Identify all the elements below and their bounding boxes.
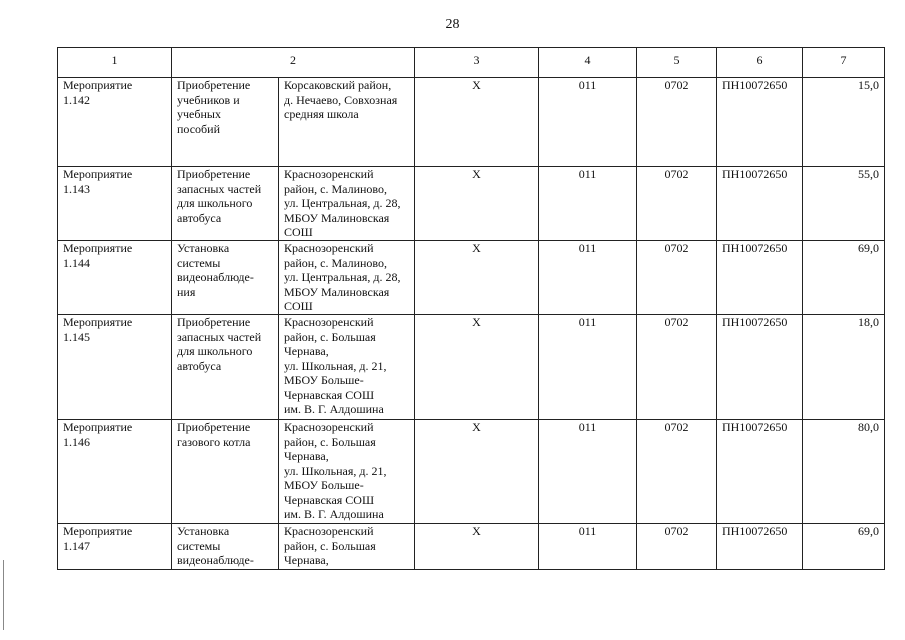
header-row [58,48,885,78]
target-code-cell: ПН10072650 [717,78,803,167]
amount-cell: 69,0 [803,524,885,570]
header-cell-2: 2 [172,48,415,78]
amount-cell: 80,0 [803,420,885,524]
code1-cell: 011 [539,420,637,524]
mark-cell: Х [415,167,539,241]
header-cell-7: 7 [803,48,885,78]
event-number-cell: Мероприятие 1.147 [58,524,172,570]
code1-cell: 011 [539,524,637,570]
location-cell: Краснозоренский район, с. Большая Чернава, ул. Школьная, д. 21, МБОУ Больше- Чернавская СОШ им. В. Г. Алдошина [279,315,415,420]
code2-cell: 0702 [637,524,717,570]
code2-cell: 0702 [637,420,717,524]
description-cell: Приобретение газового котла [172,420,279,524]
target-code-cell: ПН10072650 [717,315,803,420]
location-cell: Краснозоренский район, с. Малиново, ул. Центральная, д. 28, МБОУ Малиновская СОШ [279,167,415,241]
table-row [58,78,885,167]
location-cell: Корсаковский район, д. Нечаево, Совхозная средняя школа [279,78,415,167]
code2-cell: 0702 [637,315,717,420]
event-number-cell: Мероприятие 1.144 [58,241,172,315]
description-cell: Установка системы видеонаблюде- [172,524,279,570]
amount-cell: 15,0 [803,78,885,167]
target-code-cell: ПН10072650 [717,167,803,241]
header-cell-6: 6 [717,48,803,78]
target-code-cell: ПН10072650 [717,420,803,524]
mark-cell: Х [415,78,539,167]
code2-cell: 0702 [637,167,717,241]
location-cell: Краснозоренский район, с. Большая Чернава, ул. Школьная, д. 21, МБОУ Больше- Чернавская СОШ им. В. Г. Алдошина [279,420,415,524]
mark-cell: Х [415,524,539,570]
target-code-cell: ПН10072650 [717,241,803,315]
target-code-cell: ПН10072650 [717,524,803,570]
code2-cell: 0702 [637,78,717,167]
description-cell: Приобретение запасных частей для школьного автобуса [172,315,279,420]
program-events-table [57,47,885,570]
header-cell-3: 3 [415,48,539,78]
event-number-cell: Мероприятие 1.142 [58,78,172,167]
mark-cell: Х [415,420,539,524]
location-cell: Краснозоренский район, с. Малиново, ул. Центральная, д. 28, МБОУ Малиновская СОШ [279,241,415,315]
event-number-cell: Мероприятие 1.145 [58,315,172,420]
amount-cell: 69,0 [803,241,885,315]
code1-cell: 011 [539,241,637,315]
code1-cell: 011 [539,315,637,420]
amount-cell: 55,0 [803,167,885,241]
mark-cell: Х [415,241,539,315]
description-cell: Установка системы видеонаблюде- ния [172,241,279,315]
table-row [58,315,885,420]
header-cell-4: 4 [539,48,637,78]
header-cell-5: 5 [637,48,717,78]
header-cell-1: 1 [58,48,172,78]
event-number-cell: Мероприятие 1.143 [58,167,172,241]
code1-cell: 011 [539,78,637,167]
table-row [58,241,885,315]
amount-cell: 18,0 [803,315,885,420]
code1-cell: 011 [539,167,637,241]
location-cell: Краснозоренский район, с. Большая Чернава, [279,524,415,570]
event-number-cell: Мероприятие 1.146 [58,420,172,524]
table-row [58,167,885,241]
description-cell: Приобретение учебников и учебных пособий [172,78,279,167]
code2-cell: 0702 [637,241,717,315]
scan-edge-line [3,560,4,630]
table-row [58,524,885,570]
table-row [58,420,885,524]
mark-cell: Х [415,315,539,420]
page-number: 28 [445,17,460,32]
description-cell: Приобретение запасных частей для школьного автобуса [172,167,279,241]
